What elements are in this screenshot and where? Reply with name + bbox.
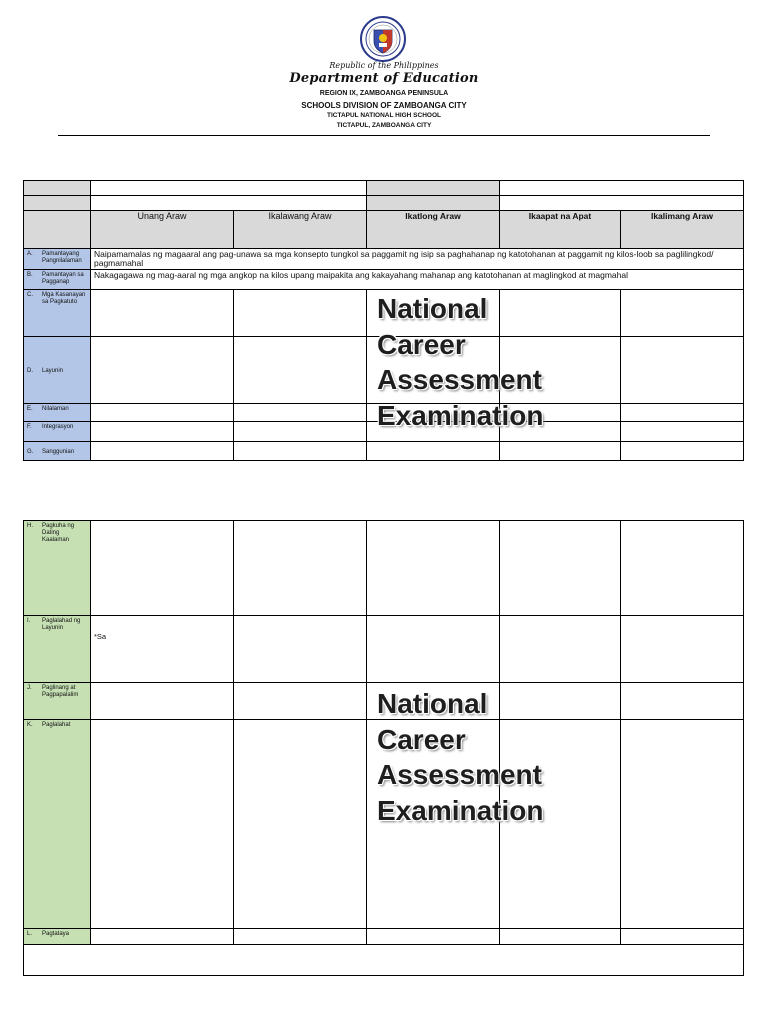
row-label-a: A. Pamantayang Pangnilalaman (24, 249, 91, 270)
day-header-3: Ikatlong Araw (367, 211, 500, 249)
day-cell[interactable] (621, 290, 744, 337)
row-label-i: I. Paglalahad ng Layunin (24, 616, 91, 683)
day-cell[interactable] (621, 720, 744, 929)
header-divider (58, 135, 710, 136)
watermark-2: National Career Assessment Examination (377, 688, 544, 826)
day-cell[interactable] (621, 404, 744, 422)
day-cell[interactable] (367, 616, 500, 683)
row-label-f: F. Integrasyon (24, 422, 91, 442)
school-address: TICTAPUL, ZAMBOANGA CITY (336, 122, 432, 129)
day-header-5: Ikalimang Araw (621, 211, 744, 249)
day-cell[interactable] (234, 337, 367, 404)
info-cell[interactable] (24, 196, 91, 211)
day-cell[interactable] (91, 404, 234, 422)
day-cell[interactable] (234, 683, 367, 720)
objective-note: *Sa (94, 632, 107, 641)
day-cell[interactable] (234, 616, 367, 683)
info-cell[interactable] (500, 196, 744, 211)
row-label-j: J. Paglinang at Pagpapalalim (24, 683, 91, 720)
day-cell[interactable] (234, 442, 367, 461)
day-cell[interactable] (234, 422, 367, 442)
info-cell[interactable] (500, 181, 744, 196)
day-cell[interactable] (91, 683, 234, 720)
department-title: Department of Education (289, 71, 479, 86)
day-cell[interactable] (234, 720, 367, 929)
day-cell[interactable] (234, 929, 367, 945)
content-standard-text: Naipamamalas ng magaaral ang pag-unawa sa mga konsepto tungkol sa paggamit ng isip sa paghahanap ng katotohanan at paggamit ng kilos-loob sa paglilingkod/ pagmamahal (94, 249, 714, 268)
day-cell[interactable] (621, 337, 744, 404)
day-cell[interactable] (500, 616, 621, 683)
day-cell[interactable] (500, 521, 621, 616)
row-label-e: E. Nilalaman (24, 404, 91, 422)
day-cell[interactable] (621, 422, 744, 442)
day-cell[interactable] (91, 521, 234, 616)
performance-standard-text: Nakagagawa ng mag-aaral ng mga angkop na kilos upang maipakita ang kakayahang mahanap ang katotohanan at maglingkod at magmahal (94, 270, 628, 280)
row-label-l: L. Pagtataya (24, 929, 91, 945)
day-cell[interactable] (500, 442, 621, 461)
watermark-1: National Career Assessment Examination (377, 293, 544, 431)
row-label-k: K. Paglalahat (24, 720, 91, 929)
remarks-cell[interactable] (24, 945, 744, 976)
info-cell[interactable] (24, 181, 91, 196)
day-cell[interactable] (234, 521, 367, 616)
day-cell[interactable] (91, 422, 234, 442)
performance-standard-cell[interactable] (91, 270, 744, 290)
info-cell[interactable] (367, 181, 500, 196)
region-text: REGION IX, ZAMBOANGA PENINSULA (319, 90, 449, 97)
day-cell[interactable] (91, 720, 234, 929)
day-cell[interactable] (367, 442, 500, 461)
day-header-4: Ikaapat na Apat (500, 211, 621, 249)
day-header-blank (24, 211, 91, 249)
day-cell[interactable] (91, 337, 234, 404)
day-cell[interactable] (367, 521, 500, 616)
day-cell[interactable] (91, 929, 234, 945)
row-label-h: H. Pagkuha ng Dating Kaalaman (24, 521, 91, 616)
day-cell[interactable] (91, 290, 234, 337)
info-cell[interactable] (91, 196, 367, 211)
day-cell[interactable] (621, 442, 744, 461)
day-header-2: Ikalawang Araw (234, 211, 367, 249)
day-cell[interactable] (91, 616, 234, 683)
day-cell[interactable] (234, 404, 367, 422)
row-label-g: G. Sanggunian (24, 442, 91, 461)
day-cell[interactable] (621, 683, 744, 720)
day-cell[interactable] (234, 290, 367, 337)
row-label-d: D. Layunin (24, 337, 91, 404)
day-cell[interactable] (621, 616, 744, 683)
school-name: TICTAPUL NATIONAL HIGH SCHOOL (327, 112, 441, 119)
row-label-c: C. Mga Kasanayan sa Pagkatuto (24, 290, 91, 337)
row-label-b: B. Pamantayan sa Pagganap (24, 270, 91, 290)
division-text: SCHOOLS DIVISION OF ZAMBOANGA CITY (301, 101, 467, 110)
day-cell[interactable] (621, 929, 744, 945)
content-standard-cell[interactable] (91, 249, 744, 270)
day-cell[interactable] (91, 442, 234, 461)
day-cell[interactable] (367, 929, 500, 945)
info-cell[interactable] (91, 181, 367, 196)
info-cell[interactable] (367, 196, 500, 211)
republic-text: Republic of the Philippines (329, 61, 439, 70)
day-cell[interactable] (500, 929, 621, 945)
day-header-1: Unang Araw (91, 211, 234, 249)
day-cell[interactable] (621, 521, 744, 616)
deped-seal-icon (360, 16, 406, 62)
